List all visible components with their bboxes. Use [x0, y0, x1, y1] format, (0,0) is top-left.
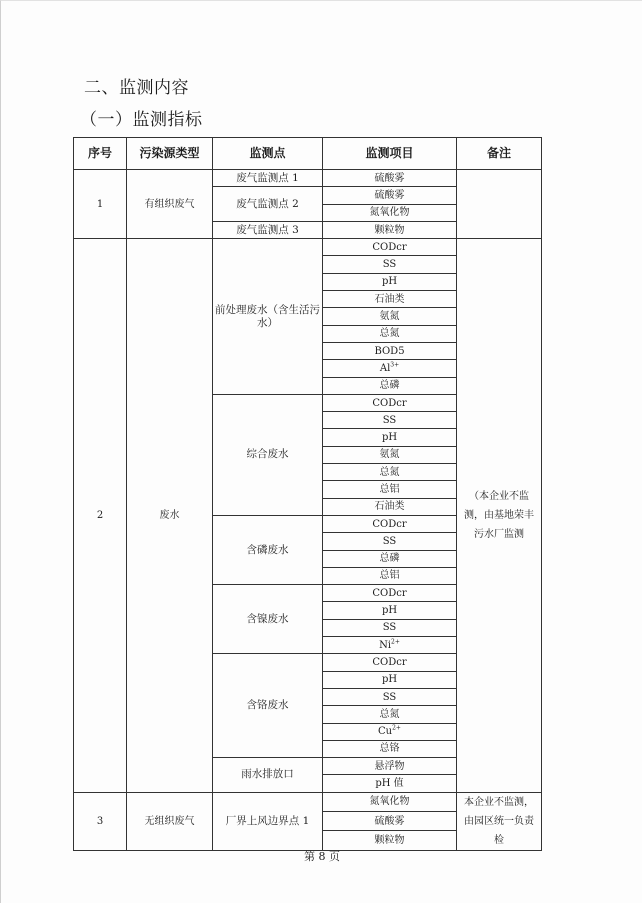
monitoring-point: 含镍废水: [213, 585, 323, 654]
note-cell: （本企业不监测，由基地荣丰污水厂监测: [457, 239, 542, 793]
monitoring-point: 废气监测点 1: [213, 170, 323, 187]
monitoring-item: SS: [323, 619, 457, 636]
section-heading: 二、监测内容: [84, 78, 189, 98]
monitoring-item: pH: [323, 602, 457, 619]
monitoring-item: SS: [323, 256, 457, 273]
monitoring-item: CODcr: [323, 394, 457, 411]
monitoring-item: 氨氮: [323, 308, 457, 325]
monitoring-point: 含磷废水: [213, 515, 323, 584]
monitoring-item: 颗粒物: [323, 831, 457, 850]
monitoring-item: SS: [323, 412, 457, 429]
monitoring-item: 石油类: [323, 498, 457, 515]
monitoring-item: CODcr: [323, 654, 457, 671]
monitoring-point: 前处理废水（含生活污水）: [213, 239, 323, 395]
header-no: 序号: [74, 138, 127, 170]
subsection-heading: （一）监测指标: [80, 110, 203, 130]
monitoring-item: CODcr: [323, 515, 457, 532]
note-cell: 本企业不监测，由园区统一负责检: [457, 792, 542, 850]
monitoring-item: 总磷: [323, 377, 457, 394]
monitoring-item: 氨氮: [323, 446, 457, 463]
monitoring-item: pH 值: [323, 775, 457, 792]
monitoring-item: 石油类: [323, 291, 457, 308]
monitoring-item: pH: [323, 273, 457, 290]
monitoring-item: 总铝: [323, 567, 457, 584]
header-source-type: 污染源类型: [127, 138, 213, 170]
monitoring-item: 氮氧化物: [323, 792, 457, 811]
monitoring-item: 总铝: [323, 481, 457, 498]
monitoring-item: 硫酸雾: [323, 812, 457, 831]
monitoring-item: pH: [323, 429, 457, 446]
monitoring-table: [73, 137, 542, 851]
monitoring-item: CODcr: [323, 239, 457, 256]
table-row: [74, 792, 542, 811]
monitoring-item: CODcr: [323, 585, 457, 602]
source-type: 无组织废气: [127, 792, 213, 850]
monitoring-point: 厂界上风边界点 1: [213, 792, 323, 850]
monitoring-point: 废气监测点 2: [213, 187, 323, 222]
header-item: 监测项目: [323, 138, 457, 170]
ion-charge: 2+: [391, 638, 400, 646]
table-row: [74, 170, 542, 187]
monitoring-item: 氮氧化物: [323, 204, 457, 221]
monitoring-item: 硫酸雾: [323, 170, 457, 187]
monitoring-item: pH: [323, 671, 457, 688]
item-formula: Ni: [379, 639, 392, 651]
source-type: 有组织废气: [127, 170, 213, 239]
ion-charge: 3+: [390, 361, 400, 369]
monitoring-item: SS: [323, 533, 457, 550]
header-point: 监测点: [213, 138, 323, 170]
monitoring-item: 总氮: [323, 464, 457, 481]
monitoring-item: 总氮: [323, 325, 457, 342]
monitoring-item: 颗粒物: [323, 221, 457, 238]
monitoring-item: [323, 723, 457, 740]
monitoring-point: 含铬废水: [213, 654, 323, 758]
monitoring-item: 总氮: [323, 706, 457, 723]
monitoring-point: 雨水排放口: [213, 758, 323, 793]
row-no: 2: [74, 239, 127, 793]
table-header-row: [74, 138, 542, 170]
monitoring-item: 硫酸雾: [323, 187, 457, 204]
monitoring-item: BOD5: [323, 342, 457, 359]
table-row: [74, 239, 542, 256]
monitoring-item: 总铬: [323, 740, 457, 757]
note-cell: [457, 170, 542, 239]
row-no: 3: [74, 792, 127, 850]
monitoring-point: 废气监测点 3: [213, 221, 323, 238]
header-note: 备注: [457, 138, 542, 170]
monitoring-item: 悬浮物: [323, 758, 457, 775]
monitoring-item: [323, 360, 457, 377]
page-number: 第 8 页: [304, 850, 340, 863]
ion-charge: 2+: [392, 724, 401, 732]
monitoring-item: 总磷: [323, 550, 457, 567]
source-type: 废水: [127, 239, 213, 793]
monitoring-item: SS: [323, 688, 457, 705]
monitoring-point: 综合废水: [213, 394, 323, 515]
item-formula: Cu: [378, 726, 393, 738]
monitoring-item: [323, 637, 457, 654]
row-no: 1: [74, 170, 127, 239]
item-formula: Al: [379, 362, 391, 374]
